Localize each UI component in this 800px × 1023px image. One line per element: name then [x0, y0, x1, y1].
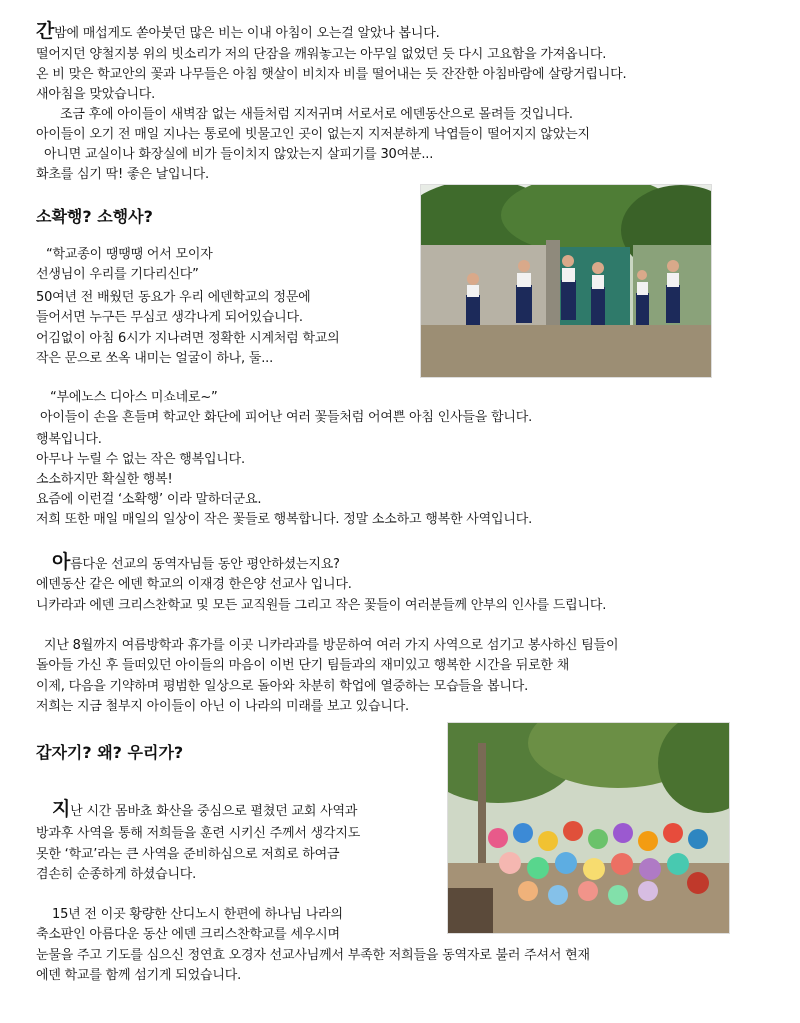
section1-line: 저희 또한 매일 매일의 일상이 작은 꽃들로 행복합니다. 정말 소소하고 행복한 사역입니다. [36, 512, 533, 527]
greeting-line: 저희는 지금 철부지 아이들이 아닌 이 나라의 미래를 보고 있습니다. [36, 699, 409, 714]
section2-line: 못한 ‘학교’라는 큰 사역을 준비하심으로 저희로 하여금 [36, 847, 340, 862]
section2-line-1: 지난 시간 몸바쵸 화산을 중심으로 펼쳤던 교회 사역과 [52, 798, 358, 820]
greeting-line: 지난 8월까지 여름방학과 휴가를 이곳 니카라과를 방문하여 여러 가지 사역으로 섬기고 봉사하신 팀들이 [44, 638, 619, 653]
greeting-line: 니카라과 에덴 크리스찬학교 및 모든 교직원들 그리고 작은 꽃들이 여러분들께 안부의 인사를 드립니다. [36, 598, 607, 613]
intro-line: 화초를 심기 딱! 좋은 날입니다. [36, 167, 209, 182]
intro-line: 떨어지던 양철지붕 위의 빗소리가 저의 단잠을 깨워놓고는 아무일 없었던 듯 다시 고요함을 가져옵니다. [36, 47, 607, 62]
intro-line: 아이들이 오기 전 매일 지나는 통로에 빗물고인 곳이 없는지 지저분하게 낙엽들이 떨어지지 않았는지 [36, 127, 590, 142]
greeting-line: 돌아들 가신 후 들떠있던 아이들의 마음이 이번 단기 팀들과의 재미있고 행복한 시간을 뒤로한 채 [36, 658, 570, 673]
section2-line: 겸손히 순종하게 하셨습니다. [36, 867, 197, 882]
intro-line: 새아침을 맞았습니다. [36, 87, 156, 102]
section2-line: 방과후 사역을 통해 저희들을 훈련 시키신 주께서 생각지도 [36, 826, 361, 841]
children-group-illustration [448, 723, 729, 933]
section2-line: 축소판인 아름다운 동산 에덴 크리스찬학교를 세우시며 [36, 927, 340, 942]
section2-line: 에덴 학교를 함께 섬기게 되었습니다. [36, 968, 242, 983]
school-gate-illustration [421, 185, 711, 377]
section-heading-why-us: 갑자기? 왜? 우리가? [36, 743, 184, 762]
intro-line: 온 비 맞은 학교안의 꽃과 나무들은 아침 햇살이 비치자 비를 떨어내는 듯 잔잔한 아침바람에 살랑거립니다. [36, 67, 627, 82]
greeting-line: 이제, 다음을 기약하며 평범한 일상으로 돌아와 차분히 학업에 열중하는 모습들을 봅니다. [36, 679, 529, 694]
section1-line: 아이들이 손을 흔들며 학교안 화단에 피어난 여러 꽃들처럼 어여쁜 아침 인사들을 합니다. [40, 410, 533, 425]
section2-line: 눈물을 주고 기도를 심으신 정연효 오경자 선교사님께서 부족한 저희들을 동역자로 불러 주셔서 현재 [36, 948, 590, 963]
section1-line: 작은 문으로 쏘옥 내미는 얼굴이 하나, 둘... [36, 351, 274, 366]
section1-line: “학교종이 땡땡땡 어서 모이자 [46, 247, 213, 262]
intro-line: 조금 후에 아이들이 새벽잠 없는 새들처럼 지저귀며 서로서로 에덴동산으로 몰려들 것입니다. [60, 107, 573, 122]
greeting-line: 에덴동산 같은 에덴 학교의 이재경 한은양 선교사 입니다. [36, 577, 352, 592]
section1-line: 요즘에 이런걸 ‘소확행’ 이라 말하더군요. [36, 492, 262, 507]
intro-drop-cap: 간 [36, 20, 55, 42]
section-heading-sohwakhaeng: 소확행? 소행사? [36, 207, 153, 226]
intro-line-1: 간밤에 매섭게도 쏟아붓던 많은 비는 이내 아침이 오는걸 알았나 봅니다. [36, 20, 440, 42]
section1-line: 아무나 누릴 수 없는 작은 행복입니다. [36, 452, 245, 467]
section2-line: 15년 전 이곳 황량한 산디노시 한편에 하나님 나라의 [52, 907, 343, 922]
greeting-line-1: 아름다운 선교의 동역자님들 동안 평안하셨는지요? [52, 551, 340, 573]
section1-line: 어김없이 아침 6시가 지나려면 정확한 시계처럼 학교의 [36, 331, 340, 346]
section1-line: 행복입니다. [36, 432, 102, 447]
children-group-photo [447, 722, 730, 934]
greeting-drop-cap: 아 [52, 551, 71, 573]
section1-line: 소소하지만 확실한 행복! [36, 472, 173, 487]
section1-line: “부에노스 디아스 미쇼네로~” [50, 390, 218, 405]
section1-line: 선생님이 우리를 기다리신다” [36, 267, 199, 282]
section1-line: 50여년 전 배웠던 동요가 우리 에덴학교의 정문에 [36, 290, 311, 305]
section1-line: 들어서면 누구든 무심코 생각나게 되어있습니다. [36, 310, 303, 325]
section2-drop-cap: 지 [52, 798, 71, 820]
intro-line: 아니면 교실이나 화장실에 비가 들이치지 않았는지 살피기를 30여분... [44, 147, 434, 162]
school-gate-photo [420, 184, 712, 378]
